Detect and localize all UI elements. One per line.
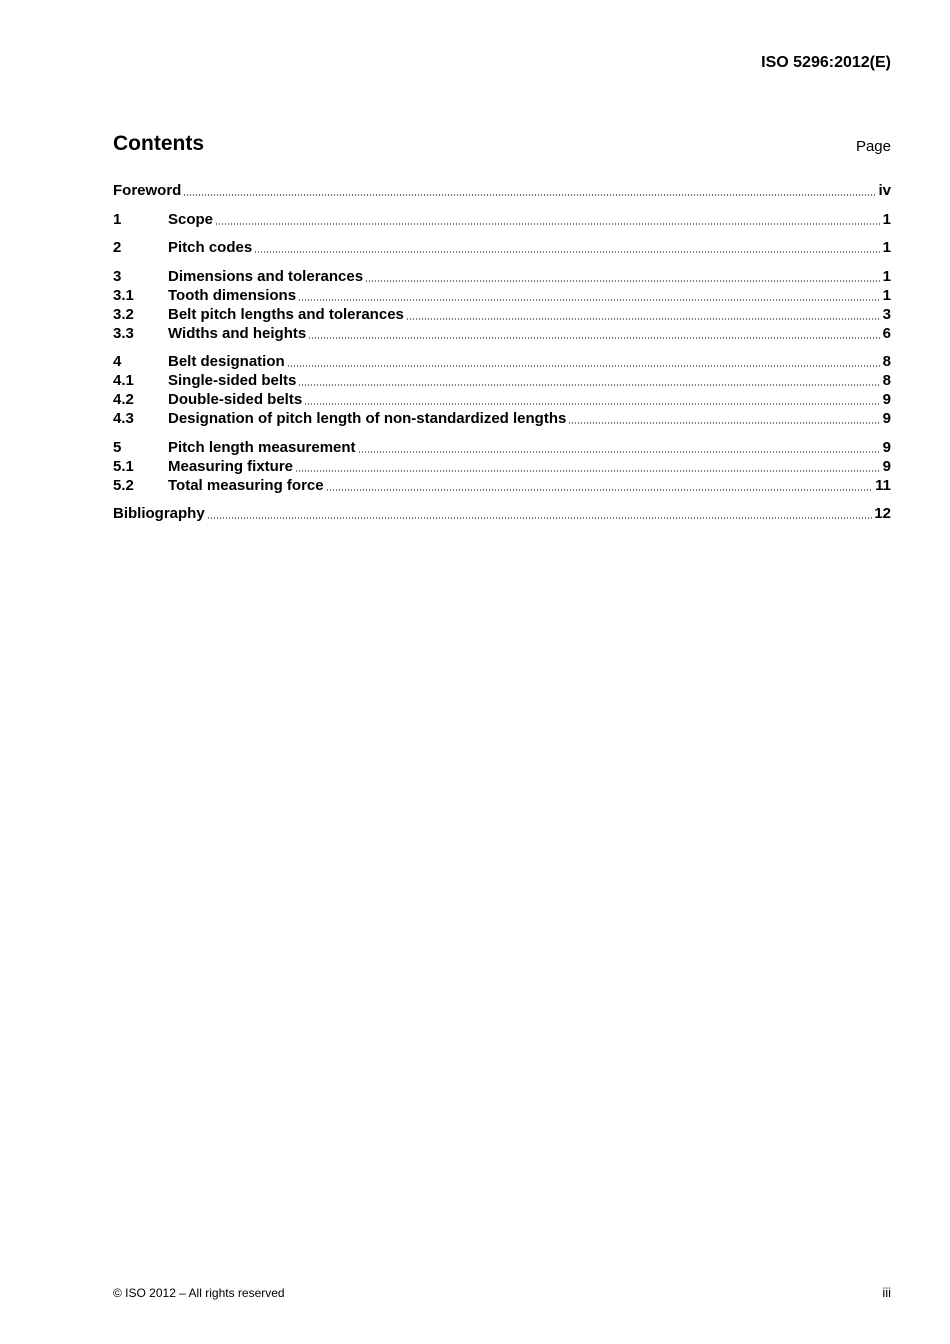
toc-entry-page: 3 <box>882 305 891 323</box>
copyright-notice: © ISO 2012 – All rights reserved <box>113 1286 285 1300</box>
dot-leader <box>568 422 880 424</box>
toc-entry-page: 9 <box>882 410 891 427</box>
toc-entry-page: 9 <box>882 391 891 408</box>
toc-entry-number: 3 <box>113 267 122 285</box>
toc-entry-number: 4 <box>113 353 122 370</box>
toc-entry-page: 12 <box>874 505 891 522</box>
toc-entry-page: 1 <box>882 286 891 304</box>
toc-entry-number: 1 <box>113 210 122 228</box>
toc-entry-title: Total measuring force <box>168 476 324 494</box>
dot-leader <box>298 299 881 301</box>
toc-entry-page: 1 <box>882 267 891 285</box>
toc-entry[interactable] <box>113 181 891 200</box>
toc-entry-title: Belt pitch lengths and tolerances <box>168 305 404 323</box>
toc-entry-number: 4.1 <box>113 372 134 389</box>
dot-leader <box>215 223 881 225</box>
dot-leader <box>358 451 881 453</box>
toc-entry[interactable] <box>113 457 891 476</box>
dot-leader <box>365 280 881 282</box>
toc-entry[interactable] <box>113 286 891 305</box>
toc-entry-number: 4.3 <box>113 410 134 427</box>
toc-entry-title: Designation of pitch length of non-standardized lengths <box>168 410 567 427</box>
dot-leader <box>308 337 880 339</box>
dot-leader <box>207 517 873 519</box>
toc-entry-title: Double-sided belts <box>168 391 303 408</box>
dot-leader <box>298 384 880 386</box>
toc-entry-title: Pitch length measurement <box>168 438 356 456</box>
toc-entry-number: 3.1 <box>113 286 134 304</box>
toc-entry-number: 5 <box>113 438 122 456</box>
dot-leader <box>183 194 876 196</box>
toc-entry[interactable] <box>113 324 891 343</box>
toc-entry-number: 4.2 <box>113 391 134 408</box>
toc-entry-page: iv <box>878 182 891 199</box>
toc-entry-number: 5.2 <box>113 476 134 494</box>
toc-entry[interactable] <box>113 371 891 390</box>
toc-entry-page: 11 <box>875 476 891 494</box>
dot-leader <box>295 470 881 472</box>
dot-leader <box>287 365 881 367</box>
dot-leader <box>304 403 880 405</box>
toc-entry-number: 3.2 <box>113 305 134 323</box>
toc-entry[interactable] <box>113 210 891 229</box>
toc-entry[interactable] <box>113 438 891 457</box>
toc-entry-title: Bibliography <box>113 505 205 522</box>
toc-entry-page: 1 <box>882 210 891 228</box>
dot-leader <box>326 489 874 491</box>
toc-entry-title: Tooth dimensions <box>168 286 297 304</box>
toc-entry-title: Single-sided belts <box>168 372 297 389</box>
toc-entry-page: 6 <box>882 324 891 342</box>
toc-entry[interactable] <box>113 390 891 409</box>
toc-entry-page: 9 <box>882 457 891 475</box>
toc-entry-number: 2 <box>113 239 122 256</box>
toc-entry-number: 5.1 <box>113 457 134 475</box>
toc-entry[interactable] <box>113 352 891 371</box>
page-number: iii <box>882 1285 891 1300</box>
toc-entry-title: Scope <box>168 210 214 228</box>
toc-entry-page: 1 <box>882 239 891 256</box>
dot-leader <box>254 251 880 253</box>
toc-entry[interactable] <box>113 267 891 286</box>
toc-entry-page: 8 <box>882 372 891 389</box>
toc-entry[interactable] <box>113 238 891 257</box>
toc-entry[interactable] <box>113 476 891 495</box>
toc-entry-title: Widths and heights <box>168 324 307 342</box>
toc-entry-title: Pitch codes <box>168 239 253 256</box>
toc-entry-title: Measuring fixture <box>168 457 294 475</box>
table-of-contents <box>113 181 891 523</box>
toc-entry[interactable] <box>113 504 891 523</box>
toc-entry-title: Belt designation <box>168 353 285 370</box>
toc-entry-page: 8 <box>882 353 891 370</box>
toc-entry-title: Foreword <box>113 182 182 199</box>
dot-leader <box>406 318 881 320</box>
toc-entry[interactable] <box>113 305 891 324</box>
toc-entry-page: 9 <box>882 438 891 456</box>
contents-heading: Contents <box>113 132 204 155</box>
toc-entry-title: Dimensions and tolerances <box>168 267 364 285</box>
toc-entry[interactable] <box>113 409 891 428</box>
document-code: ISO 5296:2012(E) <box>761 54 891 71</box>
page-column-label: Page <box>855 138 891 155</box>
toc-entry-number: 3.3 <box>113 324 134 342</box>
